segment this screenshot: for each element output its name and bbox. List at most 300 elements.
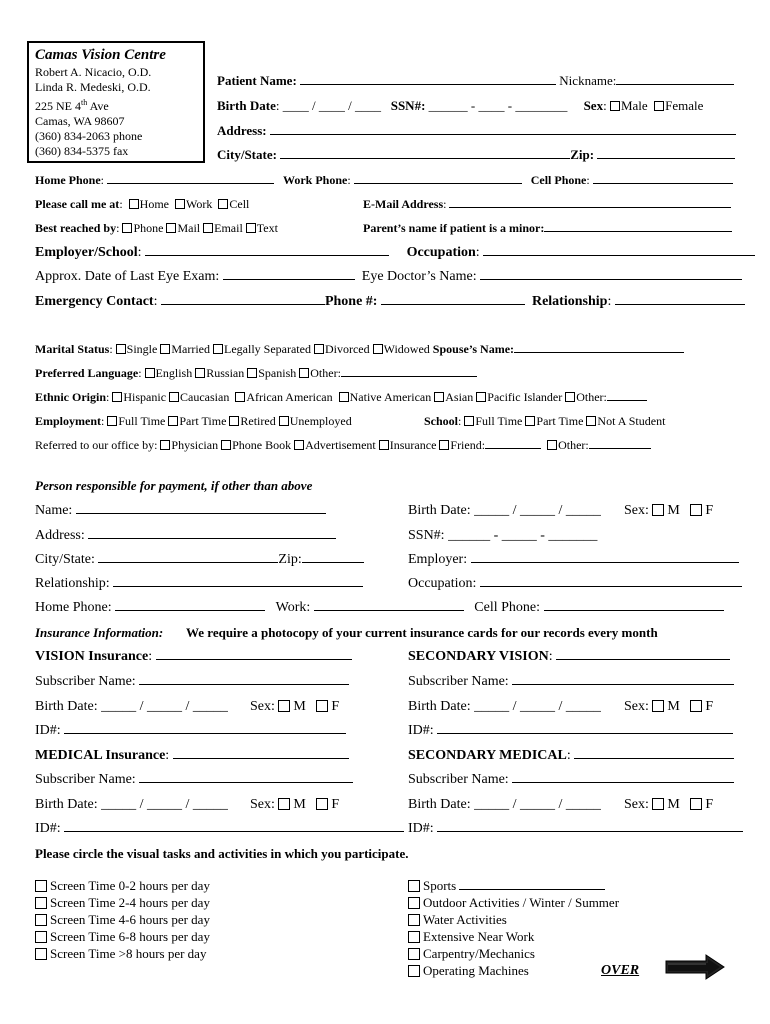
activity-checkbox[interactable] bbox=[408, 897, 420, 909]
activity-item bbox=[408, 945, 619, 962]
activities-list bbox=[408, 877, 619, 979]
resp-name-row bbox=[35, 503, 326, 519]
resp-birth-label: Birth Date: bbox=[408, 503, 471, 518]
occupation-label: Occupation bbox=[406, 245, 476, 260]
resp-city-field[interactable] bbox=[98, 552, 278, 563]
insurance-note: We require a photocopy of your current insurance cards for our records every month bbox=[185, 625, 658, 640]
activity-item bbox=[35, 928, 210, 945]
patient-name-field[interactable] bbox=[300, 74, 556, 85]
activity-checkbox[interactable] bbox=[408, 948, 420, 960]
employer-row: Employer/School: Occupation: bbox=[35, 245, 755, 261]
resp-work-field[interactable] bbox=[314, 600, 464, 611]
medical-subscriber-field[interactable] bbox=[139, 772, 353, 783]
vision-sex-row bbox=[250, 699, 339, 715]
secondary-vision-birth-field[interactable]: _____ / _____ / _____ bbox=[474, 699, 601, 714]
vision-insurance-field[interactable] bbox=[156, 649, 352, 660]
parent-label: Parent’s name if patient is a minor: bbox=[363, 221, 545, 235]
resp-sex-f-label: F bbox=[705, 503, 714, 518]
activity-checkbox[interactable] bbox=[35, 948, 47, 960]
arrow-right-icon bbox=[662, 952, 728, 982]
best-text-checkbox[interactable] bbox=[246, 223, 256, 233]
secondary-vision-birth-label: Birth Date: bbox=[408, 699, 471, 714]
resp-occupation-field[interactable] bbox=[480, 576, 742, 587]
nickname-label: Nickname: bbox=[559, 73, 617, 88]
medical-id-row bbox=[35, 821, 404, 837]
resp-name-field[interactable] bbox=[76, 503, 326, 514]
language-row: Preferred Language: English Russian Spanish Other: bbox=[35, 366, 477, 381]
sex-male-label: Male bbox=[620, 98, 648, 113]
medical-sex-row bbox=[250, 797, 339, 813]
medical-sex-m-label: M bbox=[293, 797, 306, 812]
sex-female-label: Female bbox=[665, 98, 704, 113]
activity-label: Carpentry/Mechanics bbox=[423, 946, 535, 961]
email-label: E-Mail Address bbox=[363, 197, 444, 211]
medical-subscriber-row bbox=[35, 772, 353, 788]
relationship-field[interactable] bbox=[615, 294, 745, 305]
employment-label: Employment bbox=[35, 414, 101, 428]
medical-subscriber-label: Subscriber Name: bbox=[35, 772, 136, 787]
secondary-vision-sex-row bbox=[624, 699, 713, 715]
best-reached-row: Best reached by: Phone Mail Email Text bbox=[35, 221, 278, 235]
secondary-vision-row: SECONDARY VISION: bbox=[408, 649, 730, 665]
school-row: School: Full Time Part Time Not A Student bbox=[424, 414, 666, 428]
birth-date-field[interactable]: ____ / ____ / ____ bbox=[282, 98, 381, 113]
employment-part-time-label: Part Time bbox=[179, 414, 227, 428]
medical-insurance-field[interactable] bbox=[173, 748, 349, 759]
referred-insurance-label: Insurance bbox=[389, 438, 437, 452]
school-full-time-checkbox[interactable] bbox=[464, 416, 474, 426]
best-mail-checkbox[interactable] bbox=[166, 223, 176, 233]
secondary-medical-birth-row bbox=[408, 797, 601, 813]
resp-employer-row bbox=[408, 552, 739, 568]
referred-other-checkbox[interactable] bbox=[547, 440, 557, 450]
office-address-2: Camas, WA 98607 bbox=[35, 114, 125, 128]
activity-label: Outdoor Activities / Winter / Summer bbox=[423, 895, 620, 910]
vision-id-label: ID#: bbox=[35, 723, 61, 738]
marital-divorced-label: Divorced bbox=[324, 342, 370, 356]
resp-ssn-label: SSN#: bbox=[408, 528, 445, 543]
secondary-vision-id-field[interactable] bbox=[437, 723, 733, 734]
marital-married-label: Married bbox=[171, 342, 210, 356]
activity-checkbox[interactable] bbox=[408, 965, 420, 977]
secondary-vision-label: SECONDARY VISION bbox=[408, 649, 549, 664]
city-label: City/State bbox=[217, 147, 273, 162]
ethnic-hispanic-label: Hispanic bbox=[123, 390, 167, 404]
employment-unemployed-checkbox[interactable] bbox=[279, 416, 289, 426]
activity-label: Screen Time 4-6 hours per day bbox=[50, 912, 210, 927]
referred-insurance-checkbox[interactable] bbox=[379, 440, 389, 450]
employment-part-time-checkbox[interactable] bbox=[168, 416, 178, 426]
vision-insurance-label: VISION Insurance bbox=[35, 649, 149, 664]
activity-label: Screen Time >8 hours per day bbox=[50, 946, 207, 961]
resp-employer-label: Employer: bbox=[408, 552, 468, 567]
secondary-vision-id-label: ID#: bbox=[408, 723, 434, 738]
school-full-time-label: Full Time bbox=[475, 414, 523, 428]
vision-sex-m-checkbox[interactable] bbox=[278, 700, 290, 712]
resp-relationship-label: Relationship: bbox=[35, 576, 110, 591]
employer-field[interactable] bbox=[145, 245, 389, 256]
activity-label: Operating Machines bbox=[423, 963, 529, 978]
ethnic-caucasian-checkbox[interactable] bbox=[169, 392, 179, 402]
patient-name-row: Patient Name: Nickname: bbox=[217, 73, 734, 89]
ethnic-pacific-islander-checkbox[interactable] bbox=[476, 392, 486, 402]
resp-relationship-field[interactable] bbox=[113, 576, 363, 587]
sex-male-checkbox[interactable] bbox=[610, 101, 620, 111]
activity-item bbox=[408, 911, 619, 928]
ssn-field[interactable]: ______ - ____ - ________ bbox=[428, 98, 568, 113]
resp-cell-label: Cell Phone: bbox=[474, 600, 540, 615]
activity-checkbox[interactable] bbox=[35, 880, 47, 892]
activity-label: Screen Time 0-2 hours per day bbox=[50, 878, 210, 893]
secondary-medical-label: SECONDARY MEDICAL bbox=[408, 748, 567, 763]
vision-birth-field[interactable]: _____ / _____ / _____ bbox=[101, 699, 228, 714]
relationship-label: Relationship bbox=[531, 294, 608, 309]
birth-date-label: Birth Date bbox=[217, 98, 276, 113]
resp-zip-field[interactable] bbox=[302, 552, 364, 563]
school-part-time-label: Part Time bbox=[536, 414, 584, 428]
resp-ssn-row bbox=[408, 528, 597, 544]
ethnic-asian-label: Asian bbox=[445, 390, 474, 404]
patient-city-row: City/State: Zip: bbox=[217, 147, 735, 163]
office-fax: (360) 834-5375 fax bbox=[35, 144, 129, 158]
resp-phones-row bbox=[35, 600, 724, 616]
zip-field[interactable] bbox=[597, 148, 735, 159]
resp-home-phone-label: Home Phone: bbox=[35, 600, 112, 615]
medical-sex-m-checkbox[interactable] bbox=[278, 798, 290, 810]
medical-id-field[interactable] bbox=[64, 821, 404, 832]
insurance-heading-row bbox=[35, 625, 658, 641]
occupation-field[interactable] bbox=[483, 245, 755, 256]
activity-item bbox=[408, 928, 619, 945]
nickname-field[interactable] bbox=[616, 74, 734, 85]
vision-sex-f-checkbox[interactable] bbox=[316, 700, 328, 712]
resp-address-row bbox=[35, 528, 336, 544]
email-field[interactable] bbox=[449, 197, 731, 208]
call-label: Please call me at bbox=[35, 197, 120, 211]
address-field[interactable] bbox=[270, 124, 736, 135]
resp-sex-label: Sex: bbox=[624, 503, 649, 518]
referred-physician-checkbox[interactable] bbox=[160, 440, 170, 450]
secondary-medical-id-field[interactable] bbox=[437, 821, 743, 832]
resp-city-row bbox=[35, 552, 364, 568]
last-exam-row bbox=[35, 269, 742, 285]
vision-birth-row bbox=[35, 699, 228, 715]
marital-divorced-checkbox[interactable] bbox=[314, 344, 324, 354]
ethnic-pacific-islander-label: Pacific Islander bbox=[487, 390, 563, 404]
home-phone-label: Home Phone bbox=[35, 173, 101, 187]
marital-single-checkbox[interactable] bbox=[116, 344, 126, 354]
resp-relationship-row bbox=[35, 576, 363, 592]
activity-checkbox[interactable] bbox=[408, 880, 420, 892]
ethnic-african-american-checkbox[interactable] bbox=[235, 392, 245, 402]
resp-work-label: Work: bbox=[275, 600, 311, 615]
secondary-vision-id-row bbox=[408, 723, 733, 739]
activity-item bbox=[408, 962, 619, 979]
best-mail-label: Mail bbox=[177, 221, 201, 235]
secondary-vision-sex-f-checkbox[interactable] bbox=[690, 700, 702, 712]
emergency-field[interactable] bbox=[161, 294, 325, 305]
cell-phone-label: Cell Phone bbox=[530, 173, 587, 187]
address-label: Address bbox=[217, 123, 263, 138]
ssn-label: SSN#: bbox=[390, 98, 426, 113]
resp-occupation-row bbox=[408, 576, 742, 592]
ethnic-row: Ethnic Origin: Hispanic Caucasian African American Native American Asian Pacific Islander Other: bbox=[35, 390, 647, 405]
medical-insurance-row: MEDICAL Insurance: bbox=[35, 748, 349, 764]
ethnic-native-american-checkbox[interactable] bbox=[339, 392, 349, 402]
emergency-row: Emergency Contact: Phone #: Relationship: bbox=[35, 294, 745, 310]
best-email-checkbox[interactable] bbox=[203, 223, 213, 233]
resp-name-label: Name: bbox=[35, 503, 73, 518]
marital-row: Marital Status: Single Married Legally Separated Divorced Widowed Spouse’s Name: bbox=[35, 342, 684, 357]
spouse-label: Spouse’s Name: bbox=[432, 342, 515, 356]
marital-widowed-checkbox[interactable] bbox=[373, 344, 383, 354]
call-preference-row: Please call me at: Home Work Cell bbox=[35, 197, 250, 211]
activity-label: Screen Time 2-4 hours per day bbox=[50, 895, 210, 910]
activity-label: Extensive Near Work bbox=[423, 929, 535, 944]
activity-item bbox=[35, 945, 210, 962]
secondary-medical-sex-m-label: M bbox=[667, 797, 680, 812]
secondary-medical-birth-field[interactable]: _____ / _____ / _____ bbox=[474, 797, 601, 812]
language-other-field[interactable] bbox=[341, 366, 477, 377]
secondary-vision-subscriber-label: Subscriber Name: bbox=[408, 674, 509, 689]
vision-sex-label: Sex: bbox=[250, 699, 275, 714]
best-text-label: Text bbox=[256, 221, 278, 235]
best-reached-label: Best reached by bbox=[35, 221, 117, 235]
secondary-medical-sex-m-checkbox[interactable] bbox=[652, 798, 664, 810]
resp-zip-label: Zip: bbox=[278, 552, 302, 567]
vision-sex-m-label: M bbox=[293, 699, 306, 714]
spouse-field[interactable] bbox=[514, 342, 684, 353]
resp-ssn-field[interactable]: ______ - _____ - _______ bbox=[448, 528, 598, 543]
secondary-medical-row: SECONDARY MEDICAL: bbox=[408, 748, 734, 764]
emergency-phone-field[interactable] bbox=[381, 294, 525, 305]
referred-row bbox=[35, 438, 651, 453]
resp-cell-field[interactable] bbox=[544, 600, 724, 611]
ethnic-african-american-label: African American bbox=[246, 390, 333, 404]
secondary-medical-subscriber-field[interactable] bbox=[512, 772, 734, 783]
activity-item bbox=[35, 911, 210, 928]
secondary-medical-sex-row bbox=[624, 797, 713, 813]
vision-subscriber-row bbox=[35, 674, 349, 690]
email-row: E-Mail Address: bbox=[363, 197, 731, 212]
vision-id-field[interactable] bbox=[64, 723, 346, 734]
secondary-vision-sex-f-label: F bbox=[705, 699, 714, 714]
school-part-time-checkbox[interactable] bbox=[525, 416, 535, 426]
ethnic-label: Ethnic Origin bbox=[35, 390, 107, 404]
language-spanish-checkbox[interactable] bbox=[247, 368, 257, 378]
call-cell-label: Cell bbox=[229, 197, 250, 211]
vision-subscriber-field[interactable] bbox=[139, 674, 349, 685]
marital-label: Marital Status bbox=[35, 342, 110, 356]
medical-sex-f-checkbox[interactable] bbox=[316, 798, 328, 810]
resp-sex-f-checkbox[interactable] bbox=[690, 504, 702, 516]
activity-label: Screen Time 6-8 hours per day bbox=[50, 929, 210, 944]
language-english-checkbox[interactable] bbox=[145, 368, 155, 378]
secondary-medical-sex-f-label: F bbox=[705, 797, 714, 812]
activity-checkbox[interactable] bbox=[408, 914, 420, 926]
activity-checkbox[interactable] bbox=[35, 931, 47, 943]
school-not-student-checkbox[interactable] bbox=[586, 416, 596, 426]
medical-sex-f-label: F bbox=[331, 797, 340, 812]
language-other-label: Other: bbox=[310, 366, 341, 380]
last-exam-field[interactable] bbox=[223, 269, 355, 280]
referred-physician-label: Physician bbox=[171, 438, 219, 452]
secondary-medical-field[interactable] bbox=[574, 748, 734, 759]
call-work-label: Work bbox=[185, 197, 213, 211]
sports-field[interactable] bbox=[459, 879, 605, 890]
activity-checkbox[interactable] bbox=[35, 914, 47, 926]
activity-label: Water Activities bbox=[423, 912, 507, 927]
marital-married-checkbox[interactable] bbox=[160, 344, 170, 354]
home-phone-field[interactable] bbox=[107, 173, 274, 184]
language-russian-checkbox[interactable] bbox=[195, 368, 205, 378]
vision-birth-label: Birth Date: bbox=[35, 699, 98, 714]
referred-friend-checkbox[interactable] bbox=[439, 440, 449, 450]
over-label: OVER bbox=[601, 963, 640, 978]
resp-birth-field[interactable]: _____ / _____ / _____ bbox=[474, 503, 601, 518]
marital-separated-checkbox[interactable] bbox=[213, 344, 223, 354]
call-home-checkbox[interactable] bbox=[129, 199, 139, 209]
emergency-phone-label: Phone #: bbox=[324, 294, 378, 309]
employment-row: Employment: Full Time Part Time Retired Unemployed bbox=[35, 414, 352, 428]
employer-label: Employer/School bbox=[35, 245, 138, 260]
emergency-label: Emergency Contact bbox=[35, 294, 154, 309]
phones-row: Home Phone: Work Phone: Cell Phone: bbox=[35, 173, 733, 188]
resp-employer-field[interactable] bbox=[471, 552, 739, 563]
medical-birth-label: Birth Date: bbox=[35, 797, 98, 812]
marital-single-label: Single bbox=[126, 342, 158, 356]
over-indicator bbox=[601, 961, 639, 979]
best-phone-label: Phone bbox=[133, 221, 164, 235]
activities-prompt: Please circle the visual tasks and activities in which you participate. bbox=[35, 846, 409, 861]
secondary-vision-subscriber-field[interactable] bbox=[512, 674, 734, 685]
ethnic-caucasian-label: Caucasian bbox=[180, 390, 230, 404]
referred-advertisement-checkbox[interactable] bbox=[294, 440, 304, 450]
activity-checkbox[interactable] bbox=[35, 897, 47, 909]
activity-item bbox=[408, 877, 619, 894]
employment-full-time-checkbox[interactable] bbox=[107, 416, 117, 426]
language-label: Preferred Language bbox=[35, 366, 139, 380]
secondary-vision-sex-m-label: M bbox=[667, 699, 680, 714]
resp-sex-m-label: M bbox=[667, 503, 680, 518]
marital-widowed-label: Widowed bbox=[383, 342, 430, 356]
patient-name-label: Patient Name bbox=[217, 73, 293, 88]
ethnic-other-field[interactable] bbox=[607, 390, 647, 401]
ethnic-hispanic-checkbox[interactable] bbox=[112, 392, 122, 402]
office-phone: (360) 834-2063 phone bbox=[35, 129, 143, 143]
cell-phone-field[interactable] bbox=[593, 173, 733, 184]
best-phone-checkbox[interactable] bbox=[122, 223, 132, 233]
resp-city-label: City/State: bbox=[35, 552, 95, 567]
eye-doctor-field[interactable] bbox=[480, 269, 742, 280]
medical-sex-label: Sex: bbox=[250, 797, 275, 812]
marital-separated-label: Legally Separated bbox=[224, 342, 311, 356]
vision-sex-f-label: F bbox=[331, 699, 340, 714]
responsible-heading: Person responsible for payment, if other than above bbox=[35, 478, 313, 493]
zip-label: Zip: bbox=[570, 147, 595, 162]
sex-female-checkbox[interactable] bbox=[654, 101, 664, 111]
secondary-medical-sex-label: Sex: bbox=[624, 797, 649, 812]
sex-label: Sex bbox=[583, 98, 604, 113]
ethnic-other-checkbox[interactable] bbox=[565, 392, 575, 402]
secondary-medical-id-row bbox=[408, 821, 743, 837]
parent-row bbox=[363, 221, 732, 236]
language-english-label: English bbox=[155, 366, 193, 380]
activity-item bbox=[35, 894, 210, 911]
resp-home-phone-field[interactable] bbox=[115, 600, 265, 611]
referred-other-label: Other: bbox=[558, 438, 589, 452]
medical-birth-field[interactable]: _____ / _____ / _____ bbox=[101, 797, 228, 812]
vision-insurance-row: VISION Insurance: bbox=[35, 649, 352, 665]
referred-phone-book-checkbox[interactable] bbox=[221, 440, 231, 450]
activity-item bbox=[408, 894, 619, 911]
employment-retired-label: Retired bbox=[240, 414, 276, 428]
office-name: Camas Vision Centre bbox=[35, 47, 166, 63]
school-not-student-label: Not A Student bbox=[597, 414, 666, 428]
secondary-medical-subscriber-label: Subscriber Name: bbox=[408, 772, 509, 787]
vision-subscriber-label: Subscriber Name: bbox=[35, 674, 136, 689]
resp-occupation-label: Occupation: bbox=[408, 576, 477, 591]
screen-time-list bbox=[35, 877, 210, 962]
secondary-medical-id-label: ID#: bbox=[408, 821, 434, 836]
referred-label: Referred to our office by: bbox=[35, 438, 158, 452]
patient-address-row: Address: bbox=[217, 123, 736, 139]
insurance-heading: Insurance Information: bbox=[35, 625, 164, 640]
referred-other-field[interactable] bbox=[589, 438, 651, 449]
activity-checkbox[interactable] bbox=[408, 931, 420, 943]
resp-address-label: Address: bbox=[35, 528, 85, 543]
eye-doctor-label: Eye Doctor’s Name: bbox=[361, 269, 477, 284]
secondary-medical-sex-f-checkbox[interactable] bbox=[690, 798, 702, 810]
resp-birth-row bbox=[408, 503, 601, 519]
ethnic-other-label: Other: bbox=[576, 390, 607, 404]
office-info-box bbox=[27, 41, 205, 163]
resp-sex-row bbox=[624, 503, 713, 519]
ethnic-asian-checkbox[interactable] bbox=[434, 392, 444, 402]
language-other-checkbox[interactable] bbox=[299, 368, 309, 378]
language-spanish-label: Spanish bbox=[258, 366, 297, 380]
secondary-vision-field[interactable] bbox=[556, 649, 730, 660]
last-exam-label: Approx. Date of Last Eye Exam: bbox=[35, 269, 220, 284]
secondary-medical-subscriber-row bbox=[408, 772, 734, 788]
activity-label: Sports bbox=[423, 878, 457, 893]
language-russian-label: Russian bbox=[206, 366, 245, 380]
resp-address-field[interactable] bbox=[88, 528, 336, 539]
secondary-vision-sex-label: Sex: bbox=[624, 699, 649, 714]
referred-friend-label: Friend: bbox=[450, 438, 486, 452]
referred-friend-field[interactable] bbox=[485, 438, 541, 449]
school-label: School bbox=[424, 414, 459, 428]
employment-full-time-label: Full Time bbox=[118, 414, 166, 428]
doctor-1: Robert A. Nicacio, O.D. bbox=[35, 65, 152, 79]
vision-id-row bbox=[35, 723, 346, 739]
best-email-label: Email bbox=[214, 221, 243, 235]
city-field[interactable] bbox=[280, 148, 570, 159]
medical-insurance-label: MEDICAL Insurance bbox=[35, 748, 166, 763]
office-address-1: 225 NE 4th Ave bbox=[35, 98, 109, 113]
call-cell-checkbox[interactable] bbox=[218, 199, 228, 209]
employment-retired-checkbox[interactable] bbox=[229, 416, 239, 426]
ethnic-native-american-label: Native American bbox=[349, 390, 432, 404]
parent-field[interactable] bbox=[544, 221, 732, 232]
call-work-checkbox[interactable] bbox=[175, 199, 185, 209]
secondary-vision-sex-m-checkbox[interactable] bbox=[652, 700, 664, 712]
activity-item bbox=[35, 877, 210, 894]
medical-id-label: ID#: bbox=[35, 821, 61, 836]
employment-unemployed-label: Unemployed bbox=[289, 414, 352, 428]
work-phone-field[interactable] bbox=[354, 173, 522, 184]
resp-sex-m-checkbox[interactable] bbox=[652, 504, 664, 516]
